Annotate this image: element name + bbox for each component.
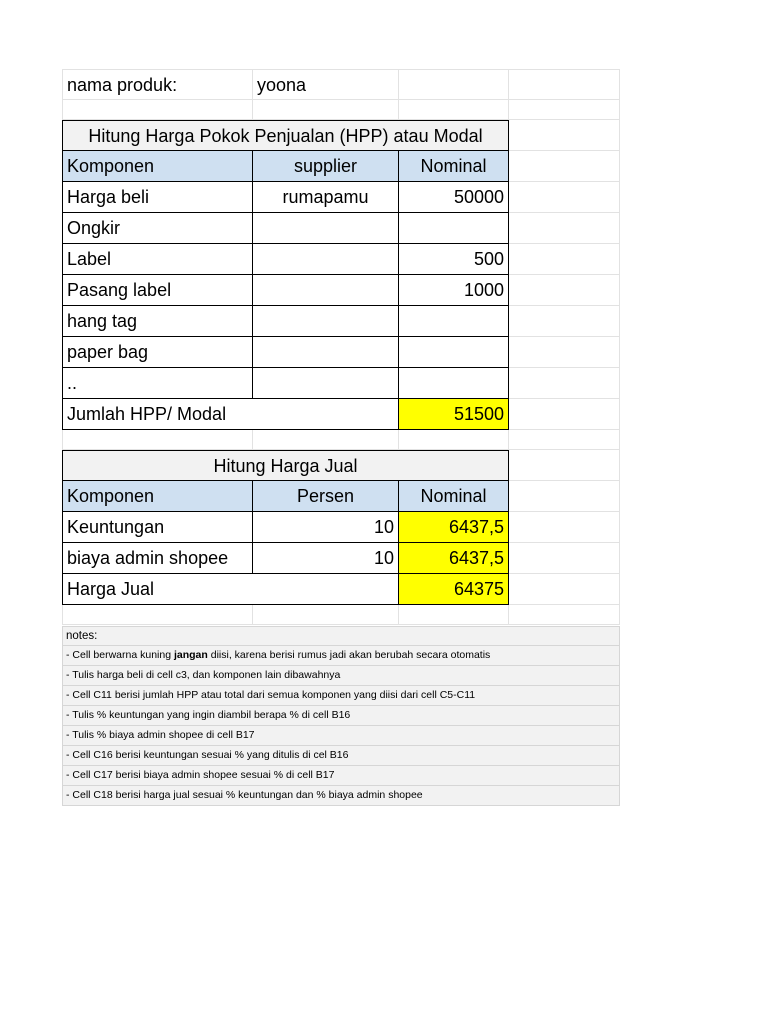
hpp-nominal-cell[interactable]: 50000	[399, 182, 509, 213]
jual-komponen-cell[interactable]: biaya admin shopee	[62, 543, 253, 574]
empty-cell[interactable]	[509, 605, 620, 625]
empty-cell[interactable]	[399, 69, 509, 100]
empty-cell[interactable]	[62, 100, 253, 120]
hpp-supplier-cell[interactable]	[253, 244, 399, 275]
hpp-nominal-cell[interactable]: 500	[399, 244, 509, 275]
notes-line-text: - Cell berwarna kuning	[66, 649, 174, 661]
empty-cell[interactable]	[509, 213, 620, 244]
hpp-supplier-cell[interactable]	[253, 306, 399, 337]
notes-line[interactable]: - Cell C16 berisi keuntungan sesuai % yang ditulis di cel B16	[62, 746, 620, 766]
notes-line[interactable]: - Tulis % biaya admin shopee di cell B17	[62, 726, 620, 746]
jual-total-label-cell[interactable]: Harga Jual	[62, 574, 399, 605]
empty-cell[interactable]	[509, 399, 620, 430]
hpp-nominal-cell[interactable]	[399, 368, 509, 399]
jual-header-nominal[interactable]: Nominal	[399, 481, 509, 512]
product-value-cell[interactable]: yoona	[253, 69, 399, 100]
hpp-komponen-cell[interactable]: hang tag	[62, 306, 253, 337]
jual-header-persen[interactable]: Persen	[253, 481, 399, 512]
jual-persen-cell[interactable]: 10	[253, 543, 399, 574]
jual-komponen-cell[interactable]: Keuntungan	[62, 512, 253, 543]
jual-total-value-cell[interactable]: 64375	[399, 574, 509, 605]
empty-cell[interactable]	[509, 481, 620, 512]
empty-cell[interactable]	[509, 100, 620, 120]
empty-cell[interactable]	[399, 605, 509, 625]
hpp-supplier-cell[interactable]	[253, 368, 399, 399]
hpp-title-cell[interactable]: Hitung Harga Pokok Penjualan (HPP) atau Modal	[62, 120, 509, 151]
jual-nominal-cell[interactable]: 6437,5	[399, 543, 509, 574]
notes-line-text: diisi, karena berisi rumus jadi akan berubah secara otomatis	[207, 649, 491, 661]
hpp-nominal-cell[interactable]	[399, 213, 509, 244]
notes-line[interactable]: - Tulis % keuntungan yang ingin diambil berapa % di cell B16	[62, 706, 620, 726]
empty-cell[interactable]	[62, 430, 253, 450]
empty-cell[interactable]	[509, 337, 620, 368]
hpp-nominal-cell[interactable]: 1000	[399, 275, 509, 306]
notes-line[interactable]: - Tulis harga beli di cell c3, dan komponen lain dibawahnya	[62, 666, 620, 686]
empty-cell[interactable]	[509, 450, 620, 481]
empty-cell[interactable]	[253, 605, 399, 625]
hpp-komponen-cell[interactable]: ..	[62, 368, 253, 399]
jual-nominal-cell[interactable]: 6437,5	[399, 512, 509, 543]
empty-cell[interactable]	[399, 430, 509, 450]
empty-cell[interactable]	[62, 605, 253, 625]
hpp-supplier-cell[interactable]: rumapamu	[253, 182, 399, 213]
hpp-header-supplier[interactable]: supplier	[253, 151, 399, 182]
notes-line[interactable]: - Cell C17 berisi biaya admin shopee sesuai % di cell B17	[62, 766, 620, 786]
jual-persen-cell[interactable]: 10	[253, 512, 399, 543]
hpp-header-nominal[interactable]: Nominal	[399, 151, 509, 182]
notes-line[interactable]	[62, 646, 620, 666]
empty-cell[interactable]	[509, 543, 620, 574]
notes-line-bold: jangan	[173, 649, 208, 661]
empty-cell[interactable]	[509, 244, 620, 275]
hpp-komponen-cell[interactable]: Harga beli	[62, 182, 253, 213]
empty-cell[interactable]	[509, 430, 620, 450]
hpp-komponen-cell[interactable]: Label	[62, 244, 253, 275]
product-label-cell[interactable]: nama produk:	[62, 69, 253, 100]
empty-cell[interactable]	[253, 430, 399, 450]
notes-section	[62, 626, 620, 806]
hpp-komponen-cell[interactable]: paper bag	[62, 337, 253, 368]
jual-header-komponen[interactable]: Komponen	[62, 481, 253, 512]
empty-cell[interactable]	[509, 275, 620, 306]
empty-cell[interactable]	[509, 306, 620, 337]
hpp-total-label-cell[interactable]: Jumlah HPP/ Modal	[62, 399, 399, 430]
empty-cell[interactable]	[509, 120, 620, 151]
notes-line[interactable]: - Cell C18 berisi harga jual sesuai % keuntungan dan % biaya admin shopee	[62, 786, 620, 806]
hpp-supplier-cell[interactable]	[253, 213, 399, 244]
jual-title-cell[interactable]: Hitung Harga Jual	[62, 450, 509, 481]
hpp-total-value-cell[interactable]: 51500	[399, 399, 509, 430]
empty-cell[interactable]	[509, 151, 620, 182]
empty-cell[interactable]	[509, 368, 620, 399]
hpp-komponen-cell[interactable]: Pasang label	[62, 275, 253, 306]
hpp-komponen-cell[interactable]: Ongkir	[62, 213, 253, 244]
notes-line[interactable]: - Cell C11 berisi jumlah HPP atau total dari semua komponen yang diisi dari cell C5-C11	[62, 686, 620, 706]
hpp-supplier-cell[interactable]	[253, 337, 399, 368]
empty-cell[interactable]	[399, 100, 509, 120]
hpp-nominal-cell[interactable]	[399, 337, 509, 368]
empty-cell[interactable]	[509, 574, 620, 605]
hpp-header-komponen[interactable]: Komponen	[62, 151, 253, 182]
empty-cell[interactable]	[253, 100, 399, 120]
empty-cell[interactable]	[509, 182, 620, 213]
notes-heading[interactable]: notes:	[62, 626, 620, 646]
empty-cell[interactable]	[509, 69, 620, 100]
empty-cell[interactable]	[509, 512, 620, 543]
hpp-supplier-cell[interactable]	[253, 275, 399, 306]
hpp-nominal-cell[interactable]	[399, 306, 509, 337]
